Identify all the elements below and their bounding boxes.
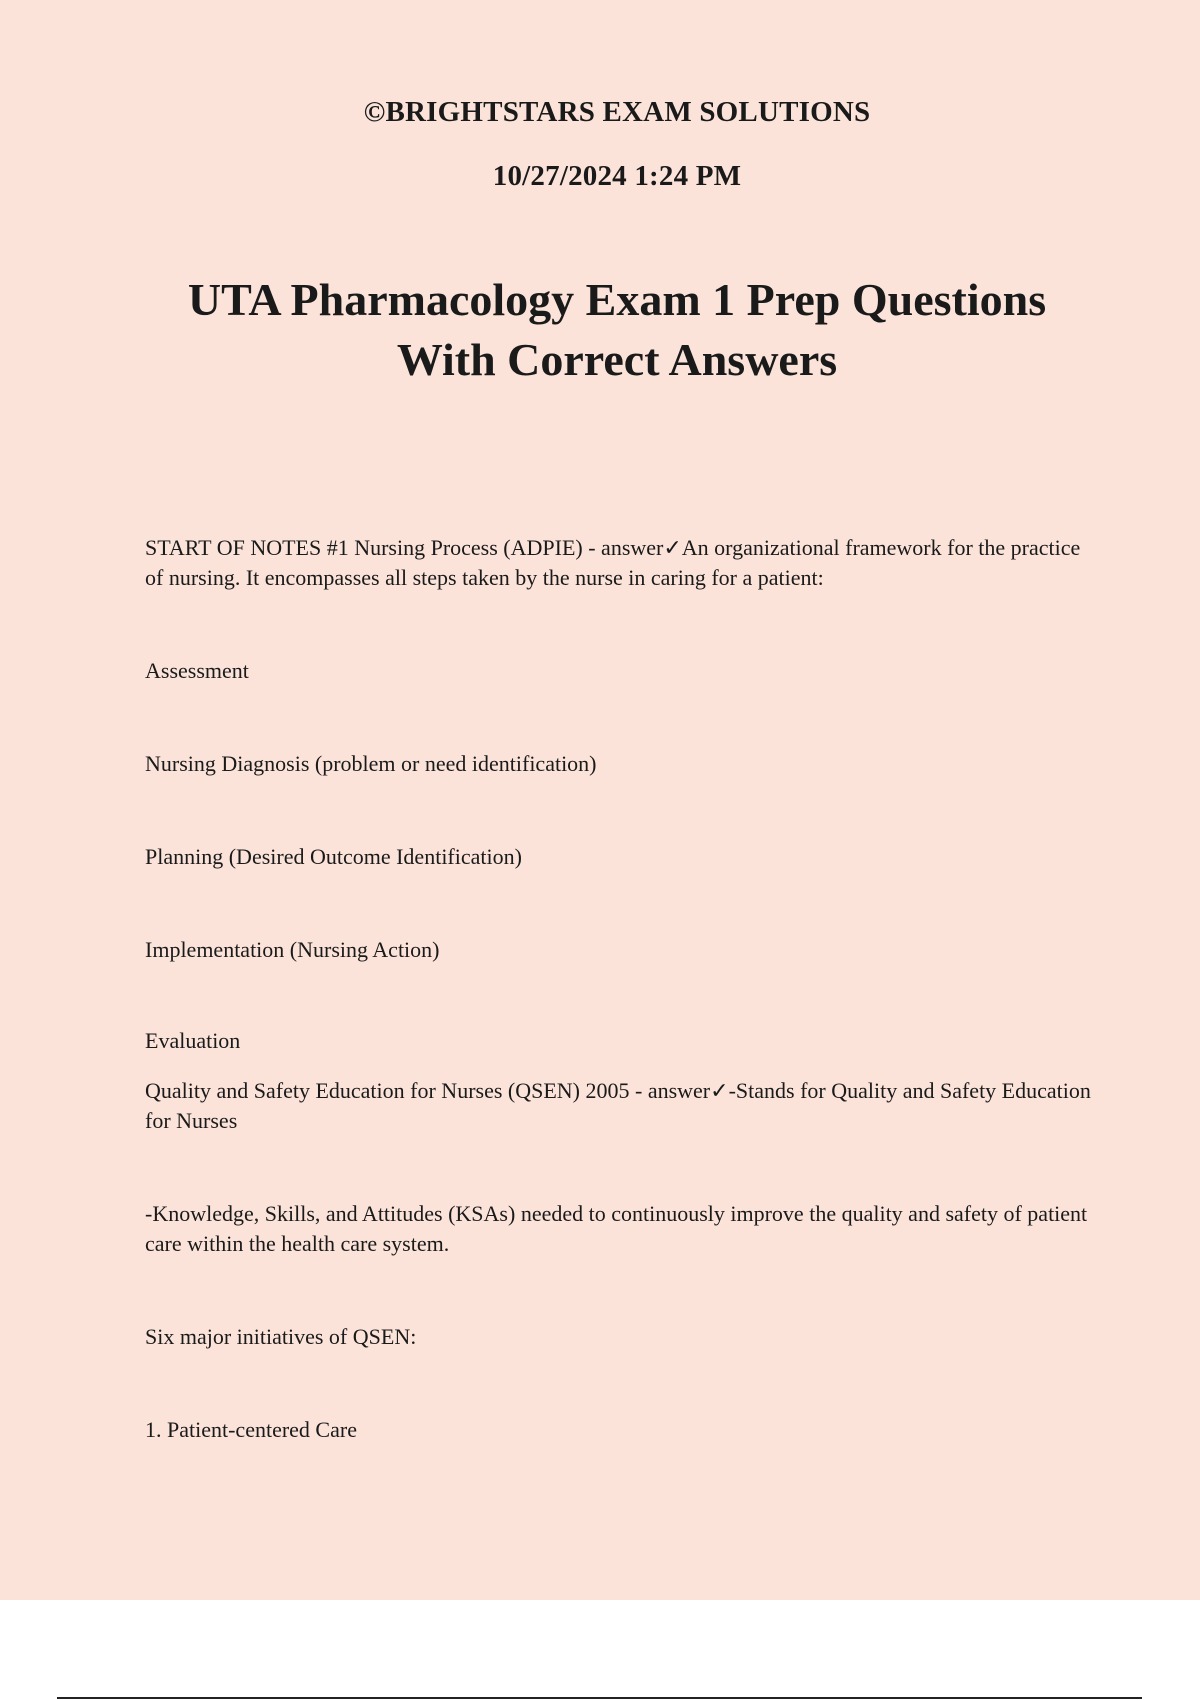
- document-title: [100, 270, 1134, 390]
- paragraph-nursing-process: START OF NOTES #1 Nursing Process (ADPIE) - answer✓An organizational framework for the practice of nursing. It encompasses all steps taken by the nurse in caring for a patient:: [145, 535, 1081, 590]
- list-item-patient-centered-care: 1. Patient-centered Care: [145, 1417, 357, 1442]
- title-line-1: UTA Pharmacology Exam 1 Prep Questions: [187, 274, 1047, 325]
- title-line-2: With Correct Answers: [396, 334, 838, 385]
- copyright-header: ©BRIGHTSTARS EXAM SOLUTIONS: [363, 96, 871, 128]
- paragraph-assessment: Assessment: [145, 658, 249, 683]
- paragraph-ksas: -Knowledge, Skills, and Attitudes (KSAs) needed to continuously improve the quality and safety of patient care within the health care system.: [145, 1201, 1088, 1256]
- datetime-header: 10/27/2024 1:24 PM: [492, 160, 742, 192]
- paragraph-nursing-diagnosis: Nursing Diagnosis (problem or need identification): [145, 751, 597, 776]
- paragraph-qsen-initiatives: Six major initiatives of QSEN:: [145, 1324, 417, 1349]
- footer-divider: [57, 1697, 1142, 1699]
- paragraph-evaluation: Evaluation: [145, 1028, 241, 1053]
- paragraph-planning: Planning (Desired Outcome Identification): [145, 844, 522, 869]
- paragraph-implementation: Implementation (Nursing Action): [145, 937, 440, 962]
- paragraph-qsen-definition: Quality and Safety Education for Nurses (QSEN) 2005 - answer✓-Stands for Quality and Safety Education for Nurses: [145, 1078, 1091, 1133]
